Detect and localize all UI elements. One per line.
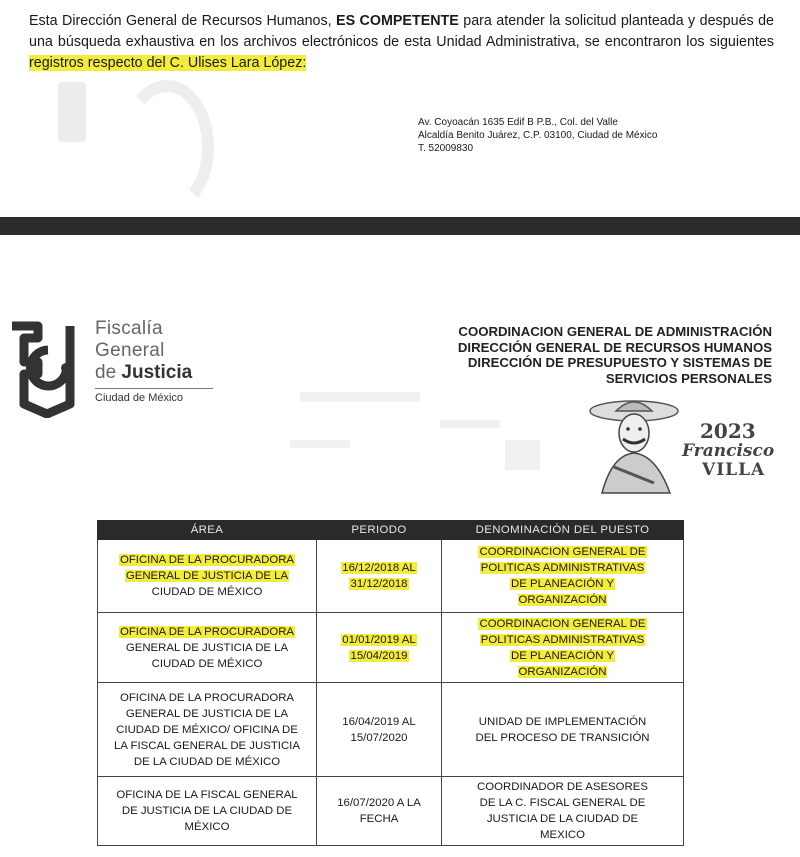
cell-line: DE LA CIUDAD DE MÉXICO: [133, 755, 281, 768]
portrait-illustration: [582, 397, 692, 497]
scan-artifact: [505, 440, 540, 470]
letter-page-fragment: [0, 0, 800, 215]
cell-line: MÉXICO: [184, 821, 230, 833]
phone-line: T. 52009830: [418, 143, 474, 154]
cell-line: 16/12/2018 AL: [342, 562, 416, 574]
scan-artifact: [300, 392, 420, 402]
cell-area: [98, 683, 317, 777]
emblem-surname: VILLA: [702, 460, 766, 480]
cell-line: 16/04/2019 AL: [342, 715, 416, 728]
cell-line: UNIDAD DE IMPLEMENTACIÓN: [478, 715, 647, 728]
cell-area: [98, 777, 317, 846]
cell-line: GENERAL DE JUSTICIA DE LA: [125, 707, 289, 720]
column-header-puesto: DENOMINACIÓN DEL PUESTO: [442, 521, 684, 540]
fgj-logo: [8, 318, 218, 418]
para-text: para atender la solicitud planteada y después de una búsqueda exhaustiva en los archivos electrónicos de esta Unidad Administrativa, se encontraron los siguientes: [29, 13, 775, 50]
para-text: Esta Dirección General de Recursos Humanos,: [29, 13, 337, 29]
records-table: [97, 520, 684, 846]
emblem-name: Francisco: [682, 441, 775, 461]
column-header-area: ÁREA: [98, 521, 317, 540]
cell-puesto: [442, 777, 684, 846]
cell-line: 01/01/2019 AL: [342, 633, 416, 646]
cell-line: OFICINA DE LA PROCURADORA: [119, 554, 295, 566]
table-row: [98, 777, 684, 846]
cell-line: FECHA: [359, 813, 399, 825]
cell-line: COORDINACION GENERAL DE: [479, 617, 646, 630]
cell-line: CIUDAD DE MÉXICO: [151, 657, 263, 670]
cell-line: OFICINA DE LA PROCURADORA: [119, 691, 295, 704]
francisco-villa-emblem: [582, 397, 782, 497]
cell-periodo: [317, 777, 442, 846]
heading-line: COORDINACION GENERAL DE ADMINISTRACIÓN: [458, 324, 772, 339]
logo-line: General: [95, 340, 165, 361]
cell-line: CIUDAD DE MÉXICO: [151, 586, 263, 598]
cell-periodo: [317, 683, 442, 777]
cell-line: DE PLANEACIÓN Y: [511, 578, 614, 590]
cell-line: JUSTICIA DE LA CIUDAD DE: [486, 813, 639, 825]
cell-line: COORDINACION GENERAL DE: [479, 546, 646, 558]
cell-line: 15/04/2019: [350, 649, 408, 662]
heading-line: DIRECCIÓN GENERAL DE RECURSOS HUMANOS: [457, 339, 772, 355]
cell-periodo: [317, 540, 442, 613]
logo-line: [95, 362, 213, 384]
column-header-periodo: PERIODO: [317, 521, 442, 540]
cell-line: CIUDAD DE MÉXICO/ OFICINA DE: [116, 723, 298, 736]
letter-paragraph: [29, 11, 774, 74]
logo-subtitle: Ciudad de México: [95, 392, 184, 404]
cell-line: LA FISCAL GENERAL DE JUSTICIA: [114, 739, 300, 752]
cell-line: ORGANIZACIÓN: [518, 594, 607, 606]
logo-line-bold: Justicia: [121, 362, 193, 383]
emblem-year: 2023: [700, 419, 756, 443]
cell-puesto: [442, 540, 684, 613]
table-row: [98, 613, 684, 683]
page-separator: [0, 217, 800, 235]
logo-wordmark: [95, 318, 213, 404]
cell-line: COORDINADOR DE ASESORES: [477, 781, 648, 793]
cell-line: 31/12/2018: [350, 578, 408, 590]
logo-line-prefix: de: [95, 362, 122, 383]
watermark-shape: [120, 80, 214, 214]
cell-area: [98, 613, 317, 683]
cell-line: GENERAL DE JUSTICIA DE LA: [125, 570, 289, 582]
department-heading: [352, 324, 772, 386]
cell-line: OFICINA DE LA PROCURADORA: [119, 625, 295, 638]
heading-line: SERVICIOS PERSONALES: [605, 370, 772, 386]
cell-line: DE JUSTICIA DE LA CIUDAD DE: [121, 805, 293, 817]
logo-rule: [95, 388, 213, 389]
table-row: [98, 683, 684, 777]
watermark-shape: [58, 82, 86, 142]
cell-line: DE PLANEACIÓN Y: [511, 649, 614, 662]
cell-line: DEL PROCESO DE TRANSICIÓN: [475, 731, 650, 744]
fgj-logo-icon: [8, 320, 86, 418]
cell-line: MEXICO: [540, 829, 585, 841]
cell-area: [98, 540, 317, 613]
cell-line: DE LA C. FISCAL GENERAL DE: [479, 797, 646, 809]
cell-line: POLITICAS ADMINISTRATIVAS: [480, 562, 645, 574]
cell-line: 15/07/2020: [350, 731, 408, 744]
logo-line: Fiscalía: [95, 318, 163, 339]
table-row: [98, 540, 684, 613]
address-block: [418, 116, 657, 155]
para-bold-text: ES COMPETENTE: [336, 13, 459, 29]
cell-periodo: [317, 613, 442, 683]
address-line: Alcaldía Benito Juárez, C.P. 03100, Ciudad de México: [418, 130, 658, 141]
cell-puesto: [442, 683, 684, 777]
cell-puesto: [442, 613, 684, 683]
address-line: Av. Coyoacán 1635 Edif B P.B., Col. del Valle: [418, 117, 618, 128]
cell-line: OFICINA DE LA FISCAL GENERAL: [116, 789, 298, 801]
para-highlighted-text: registros respecto del C. Ulises Lara López:: [29, 55, 307, 71]
heading-line: DIRECCIÓN DE PRESUPUESTO Y SISTEMAS DE: [467, 355, 772, 370]
table-body: [98, 540, 684, 846]
cell-line: 16/07/2020 A LA: [337, 797, 421, 809]
cell-line: GENERAL DE JUSTICIA DE LA: [125, 641, 289, 654]
scan-artifact: [440, 420, 500, 428]
cell-line: POLITICAS ADMINISTRATIVAS: [480, 633, 645, 646]
cell-line: ORGANIZACIÓN: [518, 665, 607, 678]
table-header-row: [98, 521, 684, 540]
scan-artifact: [290, 440, 350, 448]
